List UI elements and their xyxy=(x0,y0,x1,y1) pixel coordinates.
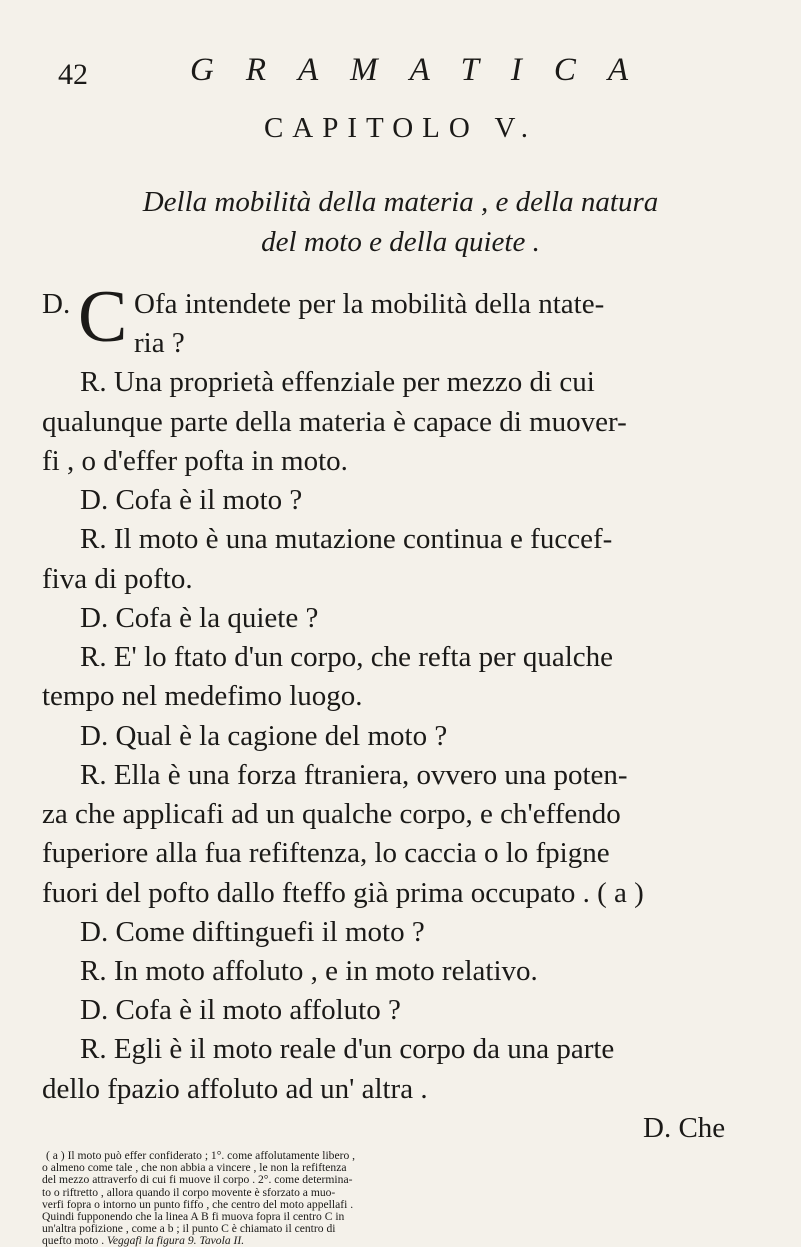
text-line: D. Qual è la cagione del moto ? xyxy=(80,720,448,752)
chapter-subtitle-line-1: Della mobilità della materia , e della natura xyxy=(142,186,659,218)
footnote-line xyxy=(42,1235,244,1247)
text-line: D. Cofa è il moto ? xyxy=(80,484,303,516)
figure-reference: Veggafi la figura 9. Tavola II. xyxy=(107,1234,245,1247)
text-line: D. Cofa è la quiete ? xyxy=(80,602,319,634)
text-line: dello fpazio affoluto ad un' altra . xyxy=(42,1073,428,1105)
footnote-line-start: quefto moto . xyxy=(42,1234,108,1247)
footnote-line: verfi fopra o intorno un punto fiffo , che centro del moto appellafi . xyxy=(42,1197,354,1211)
drop-cap: C xyxy=(78,276,128,358)
text-line: R. E' lo ftato d'un corpo, che refta per qualche xyxy=(80,641,614,673)
footnote-line: to o riftretto , allora quando il corpo movente è sforzato a muo- xyxy=(42,1185,336,1199)
page-number: 42 xyxy=(58,58,88,91)
text-line: D. Come diftinguefi il moto ? xyxy=(80,916,425,948)
footnote-line: un'altra pofizione , come a b ; il punto C è chiamato il centro di xyxy=(42,1222,336,1236)
running-title: GRAMATICA xyxy=(190,52,661,88)
text-line: fuori del pofto dallo fteffo già prima occupato . ( a ) xyxy=(42,877,644,909)
text-line: ria ? xyxy=(134,327,185,359)
text-line: R. Il moto è una mutazione continua e fuccef- xyxy=(80,523,613,555)
footnote-line: Quindi fupponendo che la linea A B fi muova fopra il centro C in xyxy=(42,1210,345,1223)
text-line: za che applicafi ad un qualche corpo, e ch'effendo xyxy=(42,798,621,830)
catchword: D. Che xyxy=(643,1112,726,1144)
running-head xyxy=(58,52,748,100)
speaker-label: D. xyxy=(42,288,71,320)
text-line: tempo nel medefimo luogo. xyxy=(42,680,363,712)
text-line: fiva di pofto. xyxy=(42,563,193,595)
footnote-line: del mezzo attraverfo di cui fi muove il corpo . 2°. come determina- xyxy=(42,1173,353,1187)
text-line: D. Cofa è il moto affoluto ? xyxy=(80,994,401,1026)
text-line: fuperiore alla fua refiftenza, lo caccia o lo fpigne xyxy=(42,837,610,869)
text-line: R. Ella è una forza ftraniera, ovvero una poten- xyxy=(80,759,628,791)
text-line: R. Egli è il moto reale d'un corpo da una parte xyxy=(80,1033,615,1065)
footnote-line: ( a ) Il moto può effer confiderato ; 1°. come affolutamente libero , xyxy=(46,1149,356,1162)
footnote-line: o almeno come tale , che non abbia a vincere , le non la refiftenza xyxy=(42,1161,347,1175)
text-line: fi , o d'effer pofta in moto. xyxy=(42,445,348,477)
text-line: R. Una proprietà effenziale per mezzo di cui xyxy=(80,366,595,398)
text-line: qualunque parte della materia è capace di muover- xyxy=(42,406,627,438)
chapter-heading: CAPITOLO V. xyxy=(263,112,538,144)
chapter-subtitle-line-2: del moto e della quiete . xyxy=(261,226,540,258)
text-line: Ofa intendete per la mobilità della ntate- xyxy=(134,288,605,320)
text-line: R. In moto affoluto , e in moto relativo. xyxy=(80,955,538,987)
